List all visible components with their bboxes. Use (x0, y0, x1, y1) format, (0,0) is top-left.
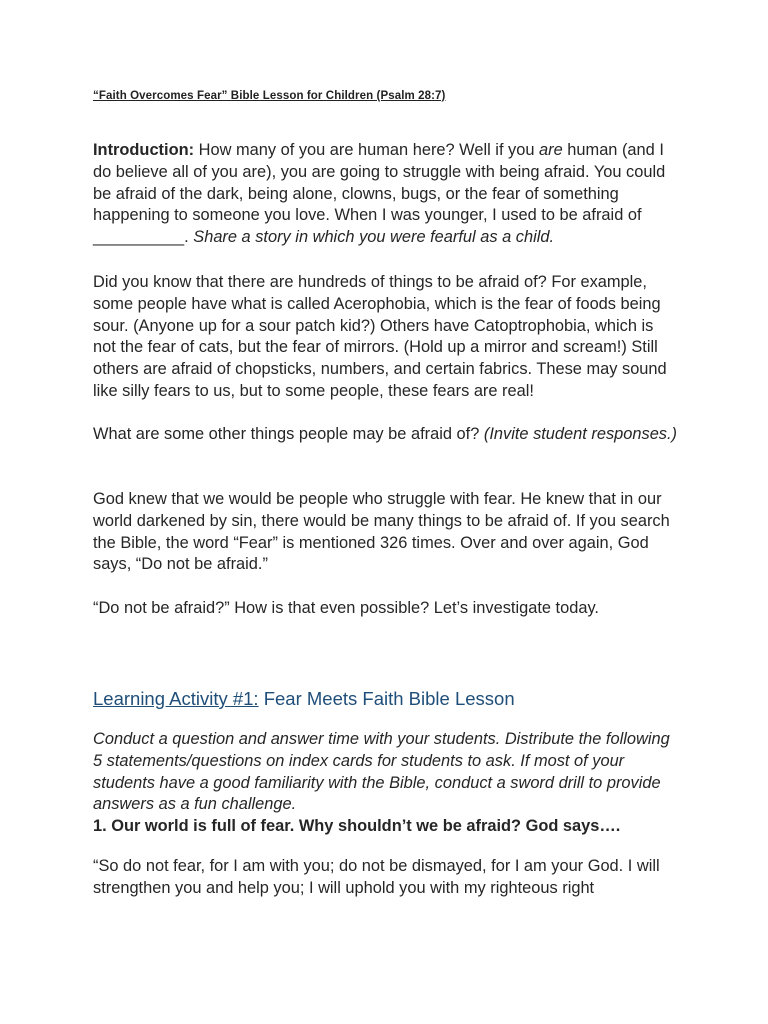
question-paragraph (93, 424, 678, 446)
god-knew-paragraph: God knew that we would be people who struggle with fear. He knew that in our world darkened by sin, there would be many things to be afraid of. If you search the Bible, the word “Fear” is mentioned 326 times. Over and over again, God says, “Do not be afraid.” (93, 490, 670, 574)
intro-instruction: Share a story in which you were fearful as a child. (193, 228, 555, 247)
intro-text-2: human (and I do believe all of you are), you are going to struggle with being afraid. You could be afraid of the dark, being alone, clowns, bugs, or the fear of something happening to someone you love. When I was younger, I used to be afraid of __________. (93, 141, 666, 247)
question-text: What are some other things people may be afraid of? (93, 425, 484, 443)
verse-1: “So do not fear, for I am with you; do not be dismayed, for I am your God. I will strengthen you and help you; I will uphold you with my righteous right (93, 857, 660, 897)
activity-link[interactable]: Learning Activity #1: (93, 688, 259, 709)
intro-text-1: How many of you are human here? Well if you (194, 141, 540, 159)
activity-heading (93, 687, 678, 711)
intro-label: Introduction: (93, 141, 195, 159)
document-title: “Faith Overcomes Fear” Bible Lesson for Children (Psalm 28:7) (93, 90, 446, 102)
intro-paragraph (93, 140, 678, 249)
activity-title: Fear Meets Faith Bible Lesson (258, 688, 515, 709)
question-instruction: (Invite student responses.) (483, 425, 678, 443)
phobias-paragraph: Did you know that there are hundreds of things to be afraid of? For example, some people have what is called Acerophobia, which is the fear of foods being sour. (Anyone up for a sour patch kid?) Others have Catoptrophobia, which is not the fear of cats, but the fear of mirrors. (Hold up a mirror and scream!) Still others are afraid of chopsticks, numbers, and certain fabrics. These may sound like silly fears to us, but to some people, these fears are real! (93, 273, 667, 400)
intro-emphasis: are (539, 141, 563, 159)
activity-instructions: Conduct a question and answer time with your students. Distribute the following 5 statements/questions on index cards for students to ask. If most of your students have a good familiarity with the Bible, conduct a sword drill to provide answers as a fun challenge. (93, 730, 670, 814)
statement-1: 1. Our world is full of fear. Why shouldn’t we be afraid? God says…. (93, 817, 621, 835)
investigate-paragraph: “Do not be afraid?” How is that even possible? Let’s investigate today. (93, 599, 599, 617)
